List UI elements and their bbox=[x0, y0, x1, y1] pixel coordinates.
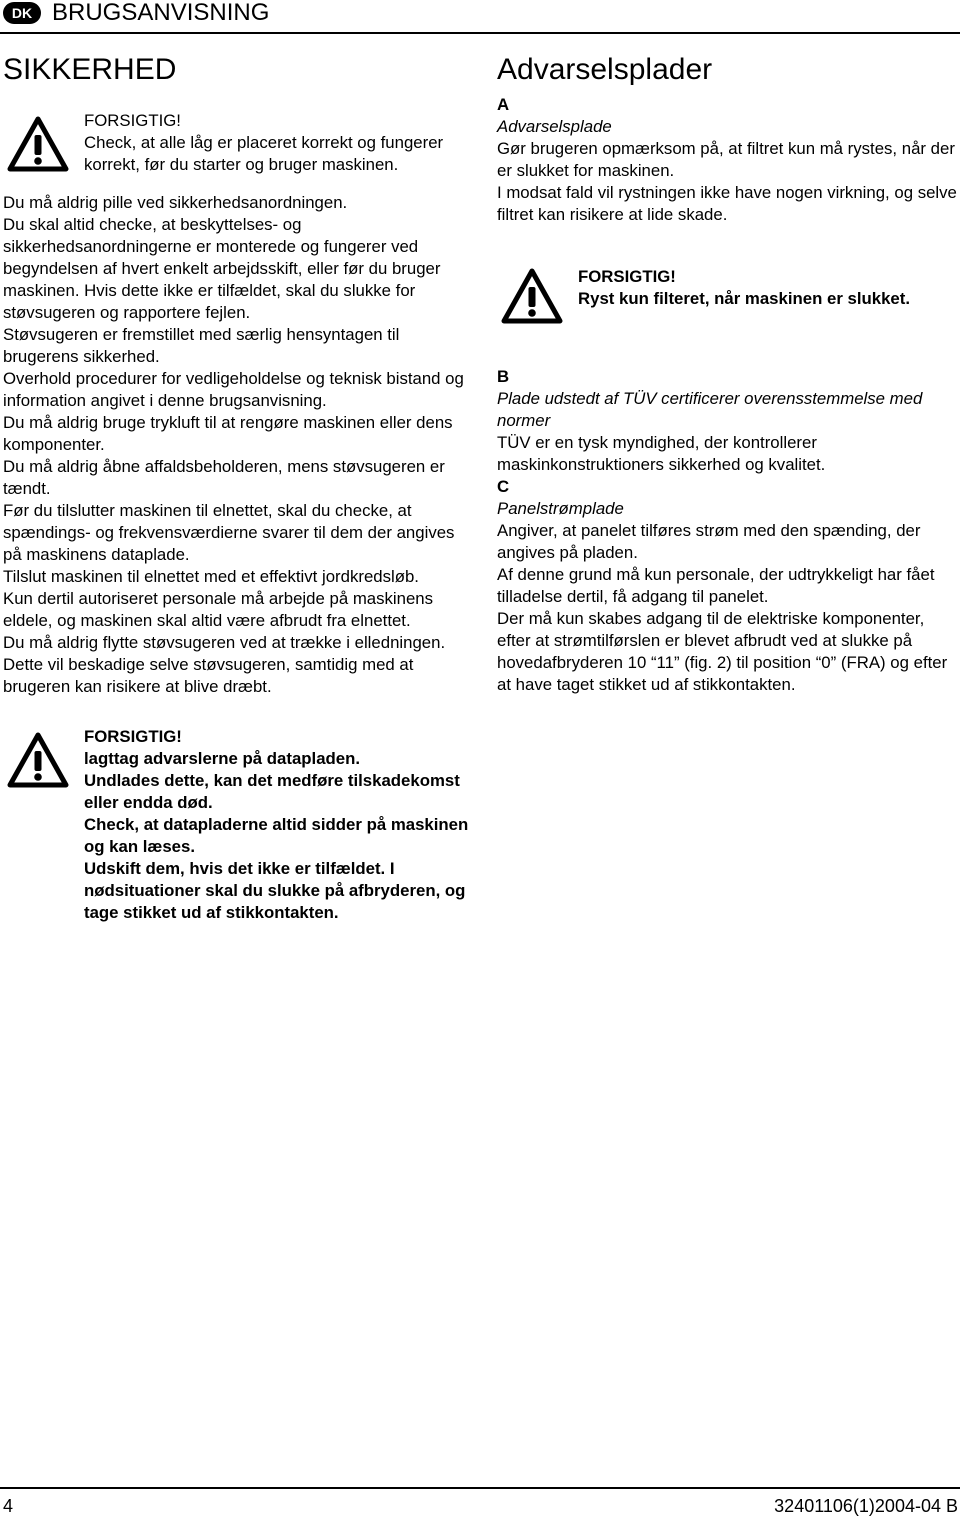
section-b bbox=[497, 366, 957, 476]
document-title: BRUGSANVISNING bbox=[52, 0, 270, 26]
paragraph: Du skal altid checke, at beskyttelses- og sikkerhedsanordningerne er monterede og fungerer ved begyndelsen af hvert enkelt arbejdsskift, eller før du bruger maskinen. Hvis dette ikke er tilfældet, skal du slukke for støvsugeren og rapportere fejlen. bbox=[3, 215, 441, 322]
paragraph: Angiver, at panelet tilføres strøm med den spænding, der angives på pladen. bbox=[497, 521, 921, 562]
paragraph: Gør brugeren opmærksom på, at filtret kun må rystes, når der er slukket for maskinen. bbox=[497, 139, 955, 180]
document-code: 32401106(1)2004-04 B bbox=[774, 1496, 958, 1516]
paragraph: Før du tilslutter maskinen til elnettet, skal du checke, at spændings- og frekvensværdierne svarer til dem der angives på maskinens dataplade. bbox=[3, 501, 455, 564]
right-column bbox=[497, 52, 957, 696]
warning-text: Check, at alle låg er placeret korrekt og fungerer korrekt, før du starter og bruger maskinen. bbox=[84, 133, 444, 174]
page-number: 4 bbox=[3, 1496, 14, 1516]
paragraph: I modsat fald vil rystningen ikke have nogen virkning, og selve filtret kan risikere at lide skade. bbox=[497, 183, 957, 224]
section-letter: C bbox=[497, 477, 510, 496]
warning-label: FORSIGTIG! bbox=[84, 111, 181, 130]
section-c bbox=[497, 476, 957, 696]
warning-icon bbox=[7, 116, 69, 172]
paragraph: Kun dertil autoriseret personale må arbejde på maskinens eldele, og maskinen skal altid være afbrudt fra elnettet. bbox=[3, 589, 434, 630]
footer-rule bbox=[0, 1487, 960, 1489]
warning-box-1 bbox=[3, 110, 473, 190]
safety-body bbox=[3, 192, 473, 698]
warning-label: FORSIGTIG! bbox=[578, 267, 676, 286]
paragraph: Støvsugeren er fremstillet med særlig hensyntagen til brugerens sikkerhed. bbox=[3, 325, 400, 366]
paragraph: Du må aldrig flytte støvsugeren ved at trække i elledningen. Dette vil beskadige selve støvsugeren, samtidig med at brugeren kan risikere at blive dræbt. bbox=[3, 633, 446, 696]
warning-box-2 bbox=[3, 726, 473, 924]
header-rule bbox=[0, 32, 960, 34]
section-heading-warning-plates: Advarselsplader bbox=[497, 53, 713, 86]
warning-line: Undlades dette, kan det medføre tilskadekomst eller endda død. bbox=[84, 771, 460, 812]
paragraph: Du må aldrig pille ved sikkerhedsanordningen. bbox=[3, 193, 348, 212]
left-column bbox=[3, 52, 473, 924]
warning-line: Check, at datapladerne altid sidder på maskinen og kan læses. bbox=[84, 815, 469, 856]
warning-icon bbox=[501, 268, 563, 324]
language-badge: DK bbox=[3, 2, 41, 24]
warning-text: Ryst kun filteret, når maskinen er slukket. bbox=[578, 289, 911, 308]
warning-line: lagttag advarslerne på datapladen. bbox=[84, 749, 361, 768]
section-subtitle: Plade udstedt af TÜV certificerer overensstemmelse med normer bbox=[497, 389, 923, 430]
section-subtitle: Advarselsplade bbox=[497, 117, 612, 136]
section-subtitle: Panelstrømplade bbox=[497, 499, 624, 518]
paragraph: Af denne grund må kun personale, der udtrykkeligt har fået tilladelse dertil, få adgang til panelet. bbox=[497, 565, 935, 606]
paragraph: Overhold procedurer for vedligeholdelse og teknisk bistand og information angivet i denne brugsanvisning. bbox=[3, 369, 464, 410]
warning-icon bbox=[7, 732, 69, 788]
warning-box-3 bbox=[497, 266, 957, 336]
paragraph: Du må aldrig åbne affaldsbeholderen, mens støvsugeren er tændt. bbox=[3, 457, 445, 498]
paragraph: Tilslut maskinen til elnettet med et effektivt jordkredsløb. bbox=[3, 567, 419, 586]
section-letter: B bbox=[497, 367, 510, 386]
section-letter: A bbox=[497, 95, 510, 114]
section-a bbox=[497, 94, 957, 226]
paragraph: Du må aldrig bruge trykluft til at rengøre maskinen eller dens komponenter. bbox=[3, 413, 453, 454]
page-header bbox=[0, 0, 960, 30]
section-heading-safety: SIKKERHED bbox=[3, 53, 177, 86]
paragraph: TÜV er en tysk myndighed, der kontrollerer maskinkonstruktioners sikkerhed og kvalitet. bbox=[497, 433, 826, 474]
warning-label: FORSIGTIG! bbox=[84, 727, 182, 746]
paragraph: Der må kun skabes adgang til de elektriske komponenter, efter at strømtilførslen er blevet afbrudt ved at slukke på hovedafbryderen 10 “11” (fig. 2) til position “0” (FRA) og efter at have taget stikket ud af stikkontakten. bbox=[497, 609, 948, 694]
warning-line: Udskift dem, hvis det ikke er tilfældet. I nødsituationer skal du slukke på afbryderen, og tage stikket ud af stikkontakten. bbox=[84, 859, 466, 922]
